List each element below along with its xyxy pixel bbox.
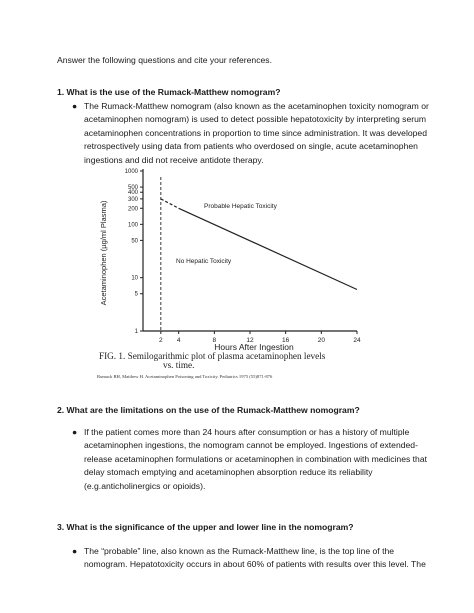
answer-2-text xyxy=(84,426,429,493)
answer-2-line: acetaminophen ingestions, the nomogram cannot be employed. Ingestions of extended- xyxy=(84,440,418,451)
x-tick-label: 4 xyxy=(176,337,181,344)
bullet-icon: ● xyxy=(72,546,78,556)
question-3-title: 3. What is the significance of the upper and lower line in the nomogram? xyxy=(57,522,354,532)
answer-2-line: If the patient comes more than 24 hours after consumption or has a history of multiple xyxy=(84,427,410,437)
answer-2-line: (e.g.anticholinergics or opioids). xyxy=(84,480,206,491)
answer-3-text xyxy=(84,545,429,572)
nomogram-line-dashed xyxy=(161,199,179,208)
figure-caption-line2: vs. time. xyxy=(163,360,195,370)
y-tick-label: 400 xyxy=(127,190,138,197)
x-tick-label: 24 xyxy=(353,337,361,344)
answer-2-line: delay stomach emptying and acetaminophen absorption reduce its reliability xyxy=(84,467,373,478)
y-tick-label: 5 xyxy=(134,291,138,298)
y-axis-label: Acetaminophen (µg/ml Plasma) xyxy=(99,200,108,306)
label-no-toxicity: No Hepatic Toxicity xyxy=(176,258,232,265)
y-tick-label: 200 xyxy=(127,206,138,213)
y-tick-label: 100 xyxy=(127,222,138,229)
y-tick-label: 1 xyxy=(134,329,138,335)
y-tick-group xyxy=(125,169,143,335)
answer-1-line: acetaminophen concentrations in proportion to time since administration. It was developed xyxy=(84,127,427,138)
bullet-icon: ● xyxy=(72,427,78,437)
x-tick-label: 12 xyxy=(246,337,254,344)
answer-3-line: nomogram. Hepatotoxicity occurs in about 60% of patients with results over this level. The xyxy=(84,559,426,570)
nomogram-line xyxy=(179,208,357,289)
nomogram-chart xyxy=(92,165,382,387)
answer-1-line: ingestions and did not receive antidote therapy. xyxy=(84,154,264,165)
x-tick-label: 2 xyxy=(159,337,163,344)
answer-3-line: The “probable” line, also known as the Rumack-Matthew line, is the top line of the xyxy=(84,546,395,556)
intro-text: Answer the following questions and cite your references. xyxy=(57,55,272,65)
series-group xyxy=(161,177,357,331)
y-tick-label: 500 xyxy=(127,185,138,192)
question-2-title: 2. What are the limitations on the use of the Rumack-Matthew nomogram? xyxy=(57,405,360,415)
figure-citation: Rumack BH, Matthew H. Acetaminophen Poisoning and Toxicity. Pediatrics 1975 (55)871-876 xyxy=(97,374,273,379)
nomogram-figure xyxy=(92,165,382,387)
answer-2-line: release acetaminophen formulations or acetaminophen in combination with medicines that xyxy=(84,453,427,464)
x-tick-label: 20 xyxy=(317,337,325,344)
y-tick-label: 50 xyxy=(131,238,138,245)
y-tick-label: 300 xyxy=(127,196,138,203)
answer-1-line: retrospectively using data from patients who overdosed on single, acute acetaminophen xyxy=(84,141,418,152)
bullet-icon: ● xyxy=(72,101,78,111)
x-tick-label: 16 xyxy=(282,337,290,344)
y-tick-label: 1000 xyxy=(124,169,138,175)
label-probable-toxicity: Probable Hepatic Toxicity xyxy=(204,203,277,210)
y-tick-label: 10 xyxy=(131,275,138,282)
x-tick-label: 8 xyxy=(212,337,217,344)
answer-1-text xyxy=(84,100,429,167)
answer-1-line: The Rumack-Matthew nomogram (also known as the acetaminophen toxicity nomogram or xyxy=(84,101,429,111)
x-axis-label: Hours After Ingestion xyxy=(214,342,294,352)
answer-1-line: acetaminophen nomogram) is used to detect possible hepatotoxicity by interpreting serum xyxy=(84,114,427,125)
figure-caption-line1: FIG. 1. Semilogarithmic plot of plasma acetaminophen levels xyxy=(99,351,326,361)
question-1-title: 1. What is the use of the Rumack-Matthew nomogram? xyxy=(57,87,281,97)
